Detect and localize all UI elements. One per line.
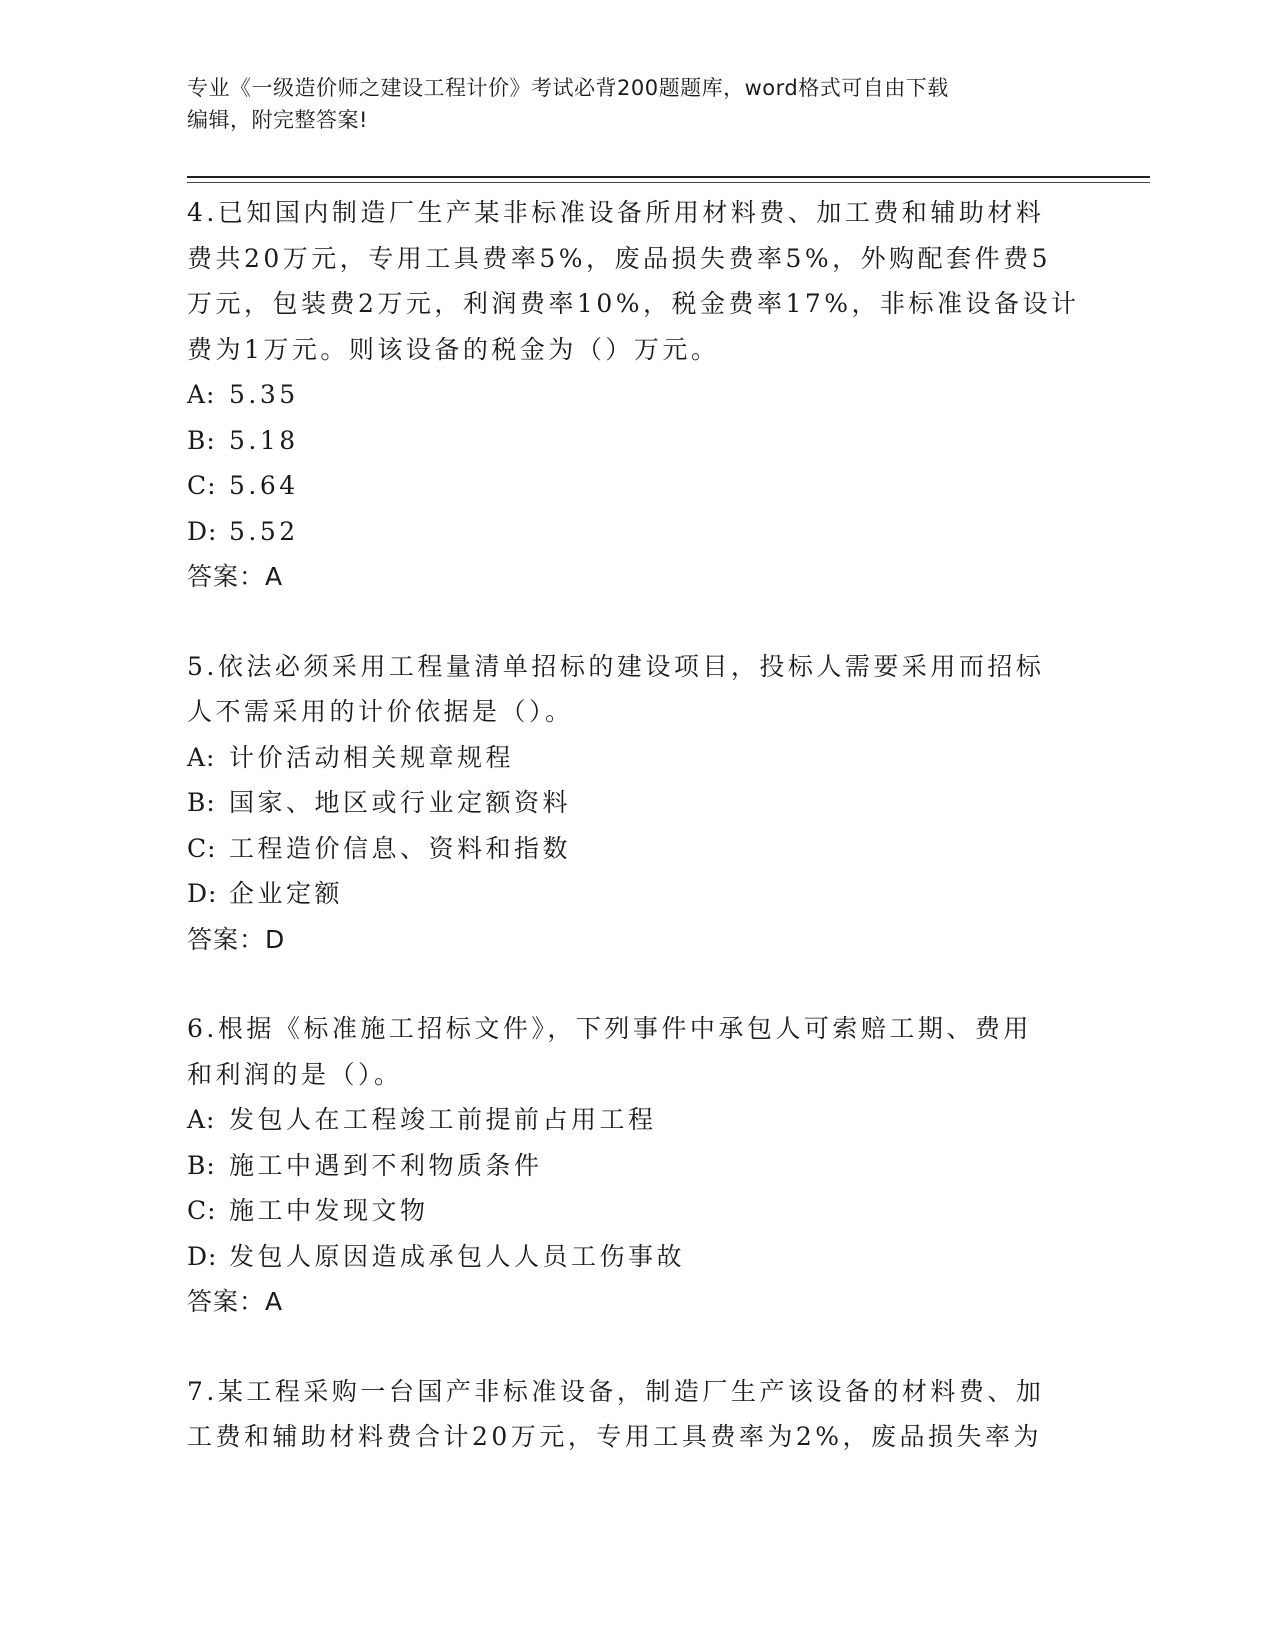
option-d [187,871,1087,917]
question-stem [187,1369,1087,1460]
stem-line: 5.依法必须采用工程量清单招标的建设项目，投标人需要采用而招标 [187,651,1045,681]
option-d [187,509,1087,555]
option-c [187,1188,1087,1234]
header-divider-thin [187,182,1150,183]
stem-line: 7.某工程采购一台国产非标准设备，制造厂生产该设备的材料费、加 [187,1376,1045,1406]
option-text: 计价活动相关规章规程 [229,742,515,772]
option-letter: D: [187,879,218,908]
option-letter: B: [187,425,216,455]
option-text: 5.52 [229,516,299,546]
stem-line: 和利润的是（）。 [187,1059,403,1089]
stem-line: 万元，包装费2万元，利润费率10%，税金费率17%，非标准设备设计 [187,289,1080,318]
option-letter: A: [187,1105,216,1134]
option-a [187,1097,1087,1143]
option-text: 发包人在工程竣工前提前占用工程 [229,1105,657,1134]
question-5 [187,644,1087,963]
option-text: 5.35 [229,380,299,409]
option-letter: C: [187,471,217,500]
header-divider-thick [187,176,1150,178]
option-b [187,418,1087,464]
option-letter: D: [187,516,218,546]
option-letter: C: [187,833,217,863]
answer-line: 答案：D [187,924,286,954]
option-text: 国家、地区或行业定额资料 [229,788,572,817]
answer-line: 答案：A [187,562,284,591]
stem-line: 人不需采用的计价依据是（）。 [187,697,574,726]
header-line-1: 专业《一级造价师之建设工程计价》考试必背200题题库，word格式可自由下载 [187,76,949,100]
question-stem [187,644,1087,735]
option-a [187,372,1087,418]
option-letter: B: [187,788,216,817]
question-7 [187,1369,1087,1460]
option-b [187,780,1087,826]
stem-line: 6.根据《标准施工招标文件》，下列事件中承包人可索赔工期、费用 [187,1014,1032,1043]
option-letter: A: [187,380,216,409]
option-letter: B: [187,1150,216,1180]
option-a [187,735,1087,781]
stem-line: 工费和辅助材料费合计20万元，专用工具费率为2%，废品损失率为 [187,1422,1042,1451]
option-letter: D: [187,1241,218,1271]
option-d [187,1234,1087,1280]
option-text: 工程造价信息、资料和指数 [229,833,572,863]
option-c [187,463,1087,509]
document-header [187,72,1087,136]
question-stem [187,1006,1087,1097]
header-line-2: 编辑，附完整答案! [187,108,368,132]
option-c [187,826,1087,872]
answer-line: 答案：A [187,1287,284,1316]
stem-line: 费共20万元，专用工具费率5%，废品损失费率5%，外购配套件费5 [187,243,1052,273]
stem-line: 4.已知国内制造厂生产某非标准设备所用材料费、加工费和辅助材料 [187,198,1045,227]
question-4 [187,190,1087,600]
option-text: 施工中发现文物 [229,1196,429,1225]
question-list [187,190,1087,1504]
question-6 [187,1006,1087,1325]
option-text: 发包人原因造成承包人人员工伤事故 [229,1241,686,1271]
option-b [187,1143,1087,1189]
question-stem [187,190,1087,372]
option-text: 5.18 [229,425,299,455]
stem-line: 费为1万元。则该设备的税金为（）万元。 [187,334,720,364]
option-text: 5.64 [229,471,299,500]
option-text: 企业定额 [229,879,344,908]
option-text: 施工中遇到不利物质条件 [229,1150,543,1180]
option-letter: C: [187,1196,217,1225]
option-letter: A: [187,742,216,772]
